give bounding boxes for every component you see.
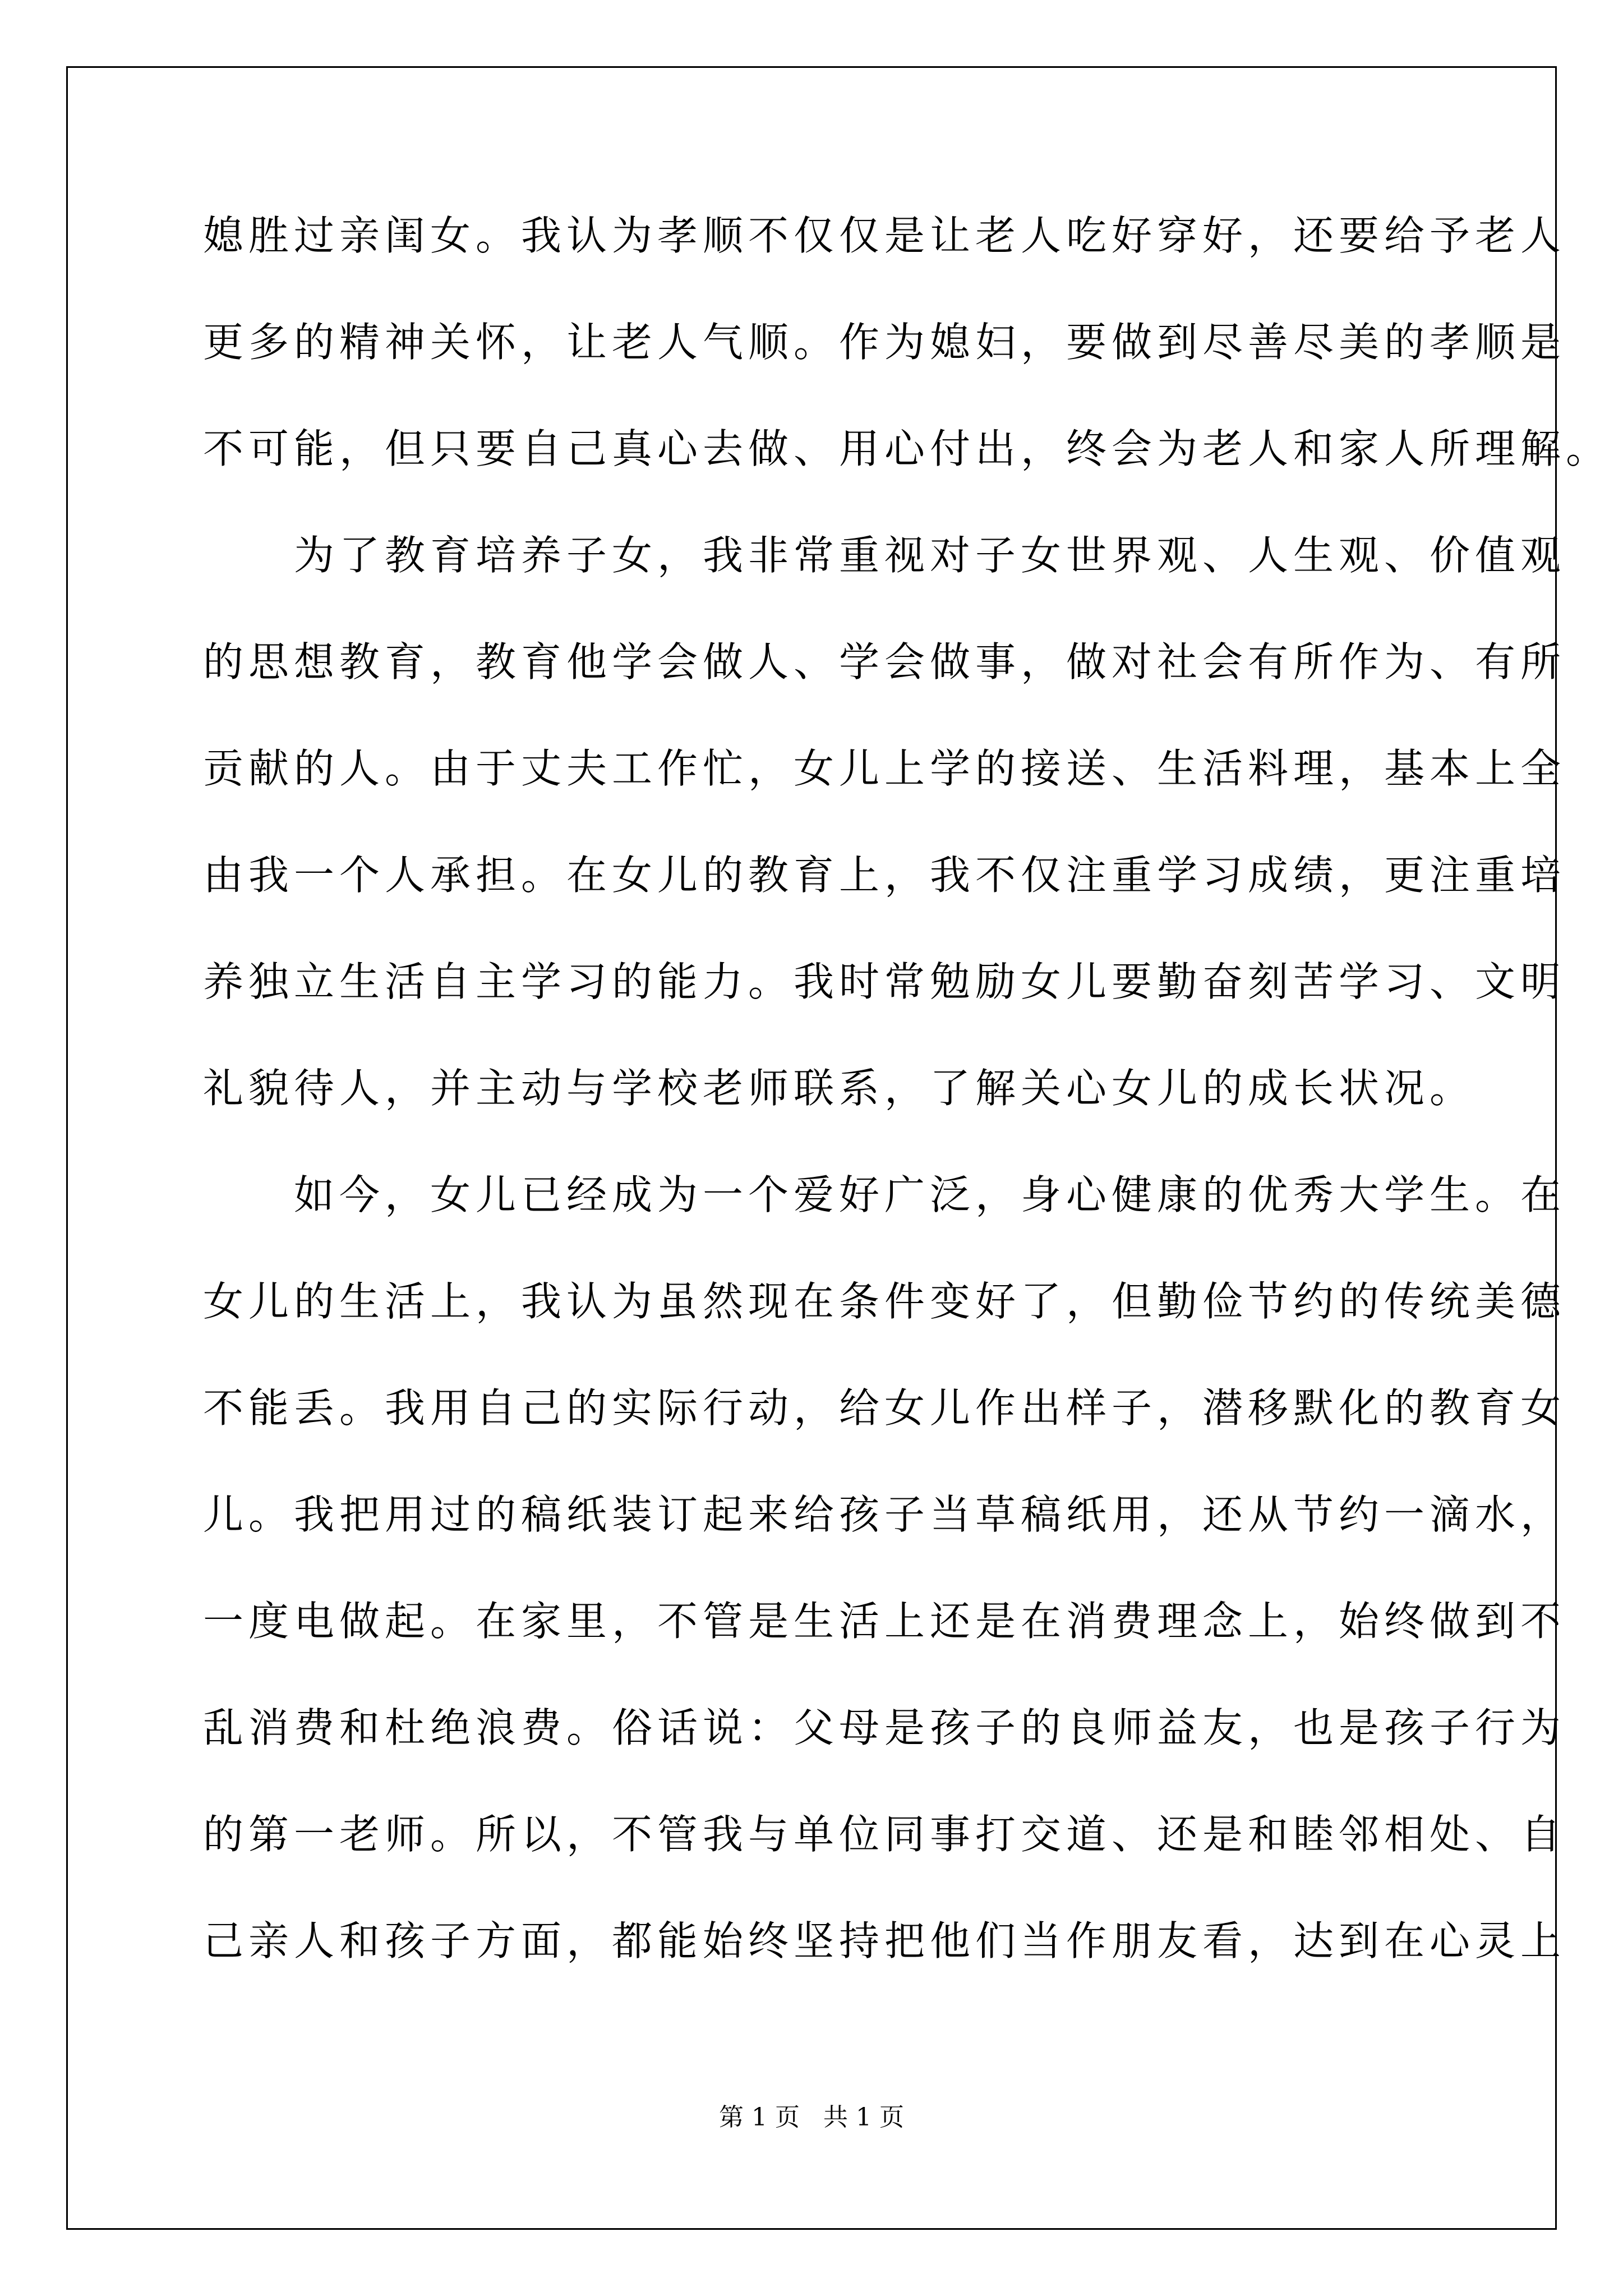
text-line: 礼貌待人，并主动与学校老师联系，了解关心女儿的成长状况。 bbox=[203, 1065, 1476, 1112]
text-line: 贡献的人。由于丈夫工作忙，女儿上学的接送、生活料理，基本上全 bbox=[203, 745, 1566, 792]
text-line: 的第一老师。所以，不管我与单位同事打交道、还是和睦邻相处、自 bbox=[203, 1811, 1566, 1858]
document-body bbox=[203, 208, 1612, 2019]
text-line: 不可能，但只要自己真心去做、用心付出，终会为老人和家人所理解。 bbox=[203, 425, 1612, 472]
text-line: 儿。我把用过的稿纸装订起来给孩子当草稿纸用，还从节约一滴水， bbox=[203, 1491, 1566, 1538]
text-line: 如今，女儿已经成为一个爱好广泛，身心健康的优秀大学生。在 bbox=[203, 1171, 1566, 1218]
text-line: 不能丢。我用自己的实际行动，给女儿作出样子，潜移默化的教育女 bbox=[203, 1384, 1566, 1432]
text-line: 更多的精神关怀，让老人气顺。作为媳妇，要做到尽善尽美的孝顺是 bbox=[203, 319, 1566, 366]
text-line: 己亲人和孩子方面，都能始终坚持把他们当作朋友看，达到在心灵上 bbox=[203, 1917, 1566, 1964]
text-line: 由我一个人承担。在女儿的教育上，我不仅注重学习成绩，更注重培 bbox=[203, 852, 1566, 899]
text-line: 的思想教育，教育他学会做人、学会做事，做对社会有所作为、有所 bbox=[203, 638, 1566, 685]
text-line: 为了教育培养子女，我非常重视对子女世界观、人生观、价值观 bbox=[203, 532, 1566, 579]
text-line: 女儿的生活上，我认为虽然现在条件变好了，但勤俭节约的传统美德 bbox=[203, 1278, 1566, 1325]
text-line: 养独立生活自主学习的能力。我时常勉励女儿要勤奋刻苦学习、文明 bbox=[203, 958, 1566, 1005]
page-number-footer: 第 1 页 共 1 页 bbox=[719, 2103, 904, 2132]
text-line: 乱消费和杜绝浪费。俗话说：父母是孩子的良师益友，也是孩子行为 bbox=[203, 1704, 1566, 1751]
text-line: 媳胜过亲闺女。我认为孝顺不仅仅是让老人吃好穿好，还要给予老人 bbox=[203, 212, 1566, 259]
text-line: 一度电做起。在家里，不管是生活上还是在消费理念上，始终做到不 bbox=[203, 1598, 1566, 1645]
